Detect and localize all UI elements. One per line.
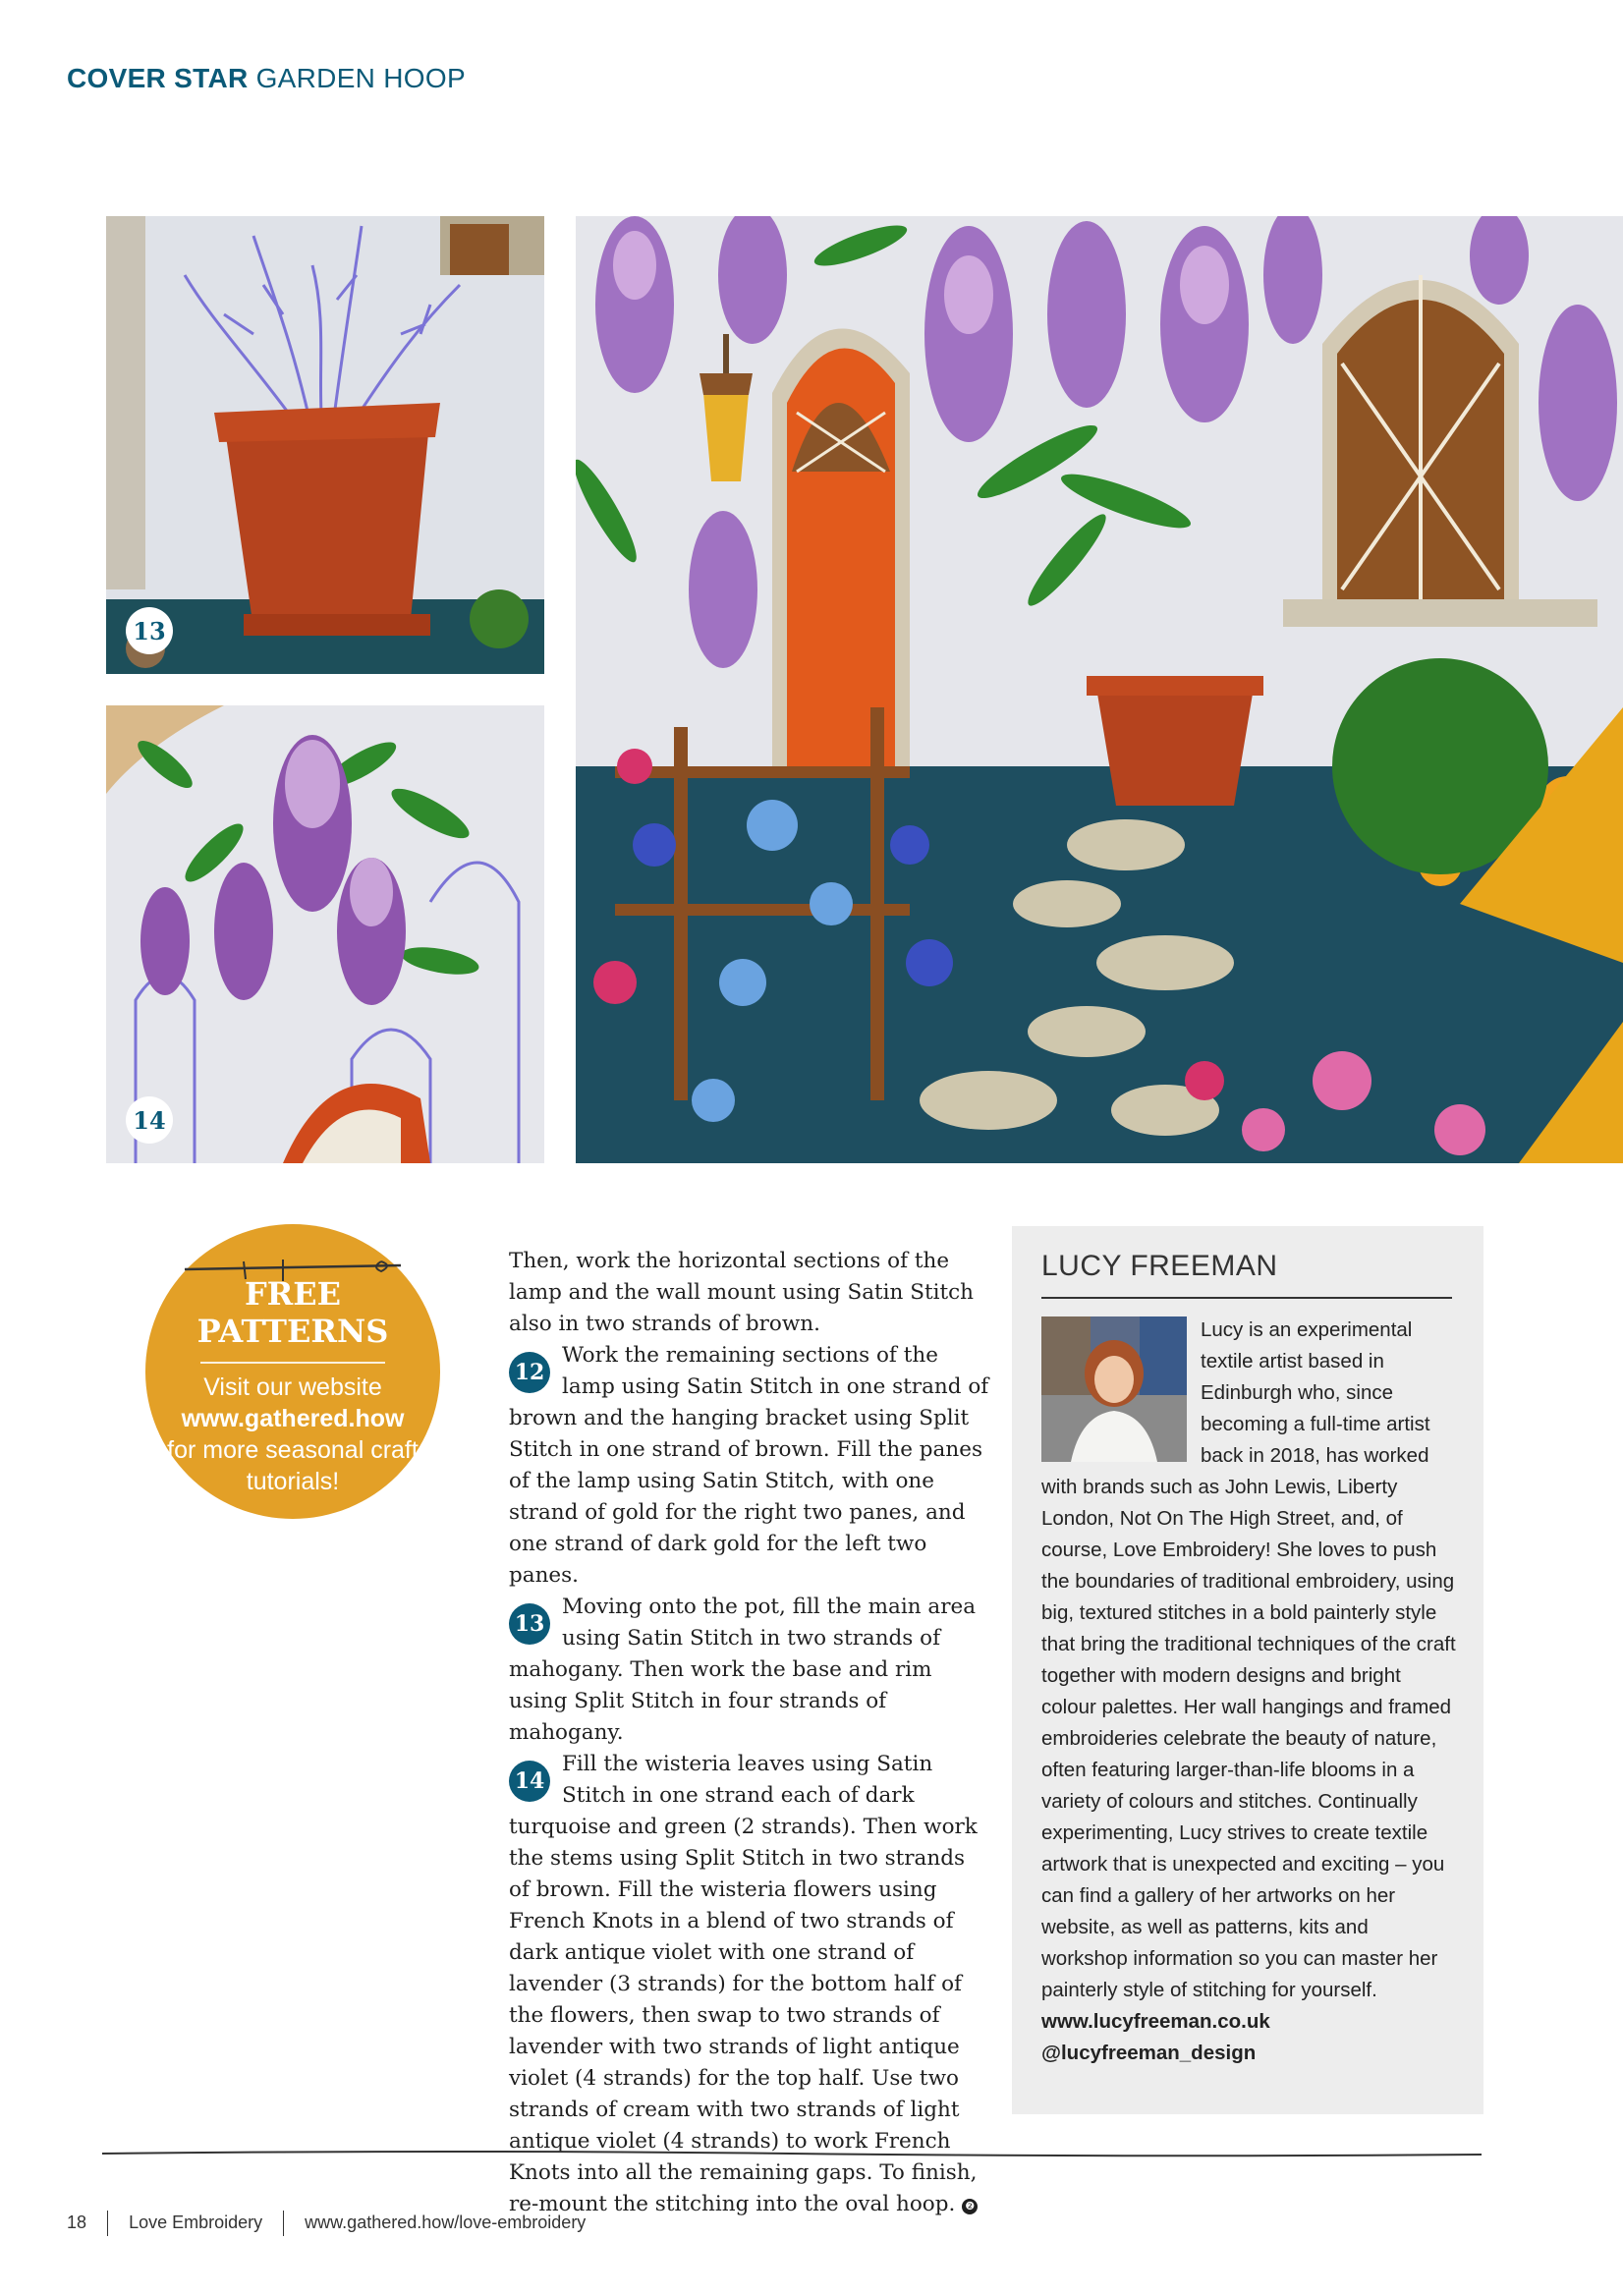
step-number-badge: 13 xyxy=(509,1603,550,1645)
section-subtitle: GARDEN HOOP xyxy=(255,63,466,93)
footer-url-link[interactable]: www.gathered.how/love-embroidery xyxy=(305,2212,587,2232)
wisteria-embroidery-image xyxy=(106,705,544,1163)
garden-scene-image xyxy=(576,216,1623,1163)
step-13-photo xyxy=(106,216,544,674)
free-patterns-promo xyxy=(145,1224,440,1519)
promo-text-2: for more seasonal craft tutorials! xyxy=(167,1436,419,1495)
footer-separator xyxy=(283,2211,284,2236)
promo-title xyxy=(145,1275,440,1350)
end-mark-icon: ❷ xyxy=(962,2199,978,2214)
page-number: 18 xyxy=(67,2212,87,2232)
promo-body xyxy=(165,1372,420,1497)
article-body xyxy=(509,1246,990,2220)
step-text: Fill the wisteria leaves using Satin Stitch in one strand each of dark turquoise and green (2 strands). Then work the stems using Split Stitch in two strands of brown. Fill the wisteria flowers using French Knots in a blend of two strands of dark antique violet with one strand of lavender (3 strands) for the bottom half of the flowers, then swap to two strands of lavender with two strands of light antique violet (4 strands) for the top half. Use two strands of cream with two strands of light antique violet (4 strands) to work French Knots into all the remaining gaps. To finish, re-mount the stitching into the oval hoop. xyxy=(509,1752,978,2216)
step-13-badge: 13 xyxy=(126,607,173,654)
pot-embroidery-image xyxy=(106,216,544,674)
bio-text xyxy=(1041,1315,1456,2069)
step-14-photo xyxy=(106,705,544,1163)
promo-divider xyxy=(200,1362,385,1364)
bio-website-link[interactable]: www.lucyfreeman.co.uk xyxy=(1041,2010,1270,2033)
article-intro: Then, work the horizontal sections of the lamp and the wall mount using Satin Stitch also in two strands of brown. xyxy=(509,1249,975,1336)
bio-paragraph: Lucy is an experimental textile artist based in Edinburgh who, since becoming a full-time artist back in 2018, has worked with brands such as John Lewis, Liberty London, Not On The High Street, and, of course, Love Embroidery! She loves to push the boundaries of traditional embroidery, using big, textured stitches in a bold painterly style that bring the traditional techniques of the craft together with modern designs and bright colour palettes. Her wall hangings and framed embroideries celebrate the beauty of nature, often featuring larger-than-life blooms in a variety of colours and stitches. Continually experimenting, Lucy strives to create textile artwork that is unexpected and exciting – you can find a gallery of her artworks on her website, as well as patterns, kits and workshop information so you can master her painterly style of stitching for yourself. xyxy=(1041,1318,1456,2001)
designer-bio-box xyxy=(1012,1226,1483,2114)
promo-text-1: Visit our website xyxy=(203,1373,382,1401)
footer-separator xyxy=(107,2211,108,2236)
bio-divider xyxy=(1041,1297,1452,1299)
section-header xyxy=(67,63,466,94)
step-text: Moving onto the pot, fill the main area using Satin Stitch in two strands of mahogany. Then work the base and rim using Split Stitch in four strands of mahogany. xyxy=(509,1595,977,1745)
article-step xyxy=(509,1592,990,1749)
bio-social-handle[interactable]: @lucyfreeman_design xyxy=(1041,2042,1257,2064)
promo-title-line2: PATTERNS xyxy=(196,1313,389,1350)
section-label: COVER STAR xyxy=(67,63,249,93)
magazine-name: Love Embroidery xyxy=(129,2212,263,2232)
portrait-spacer xyxy=(1041,1315,1201,1462)
hand-drawn-divider xyxy=(102,2148,1482,2159)
article-step xyxy=(509,1340,990,1592)
bio-name: LUCY FREEMAN xyxy=(1041,1250,1278,1282)
step-14-badge: 14 xyxy=(126,1096,173,1144)
step-number-badge: 14 xyxy=(509,1761,550,1802)
step-number-badge: 12 xyxy=(509,1352,550,1393)
page-footer xyxy=(67,2211,586,2236)
promo-url-link[interactable]: www.gathered.how xyxy=(181,1405,405,1432)
promo-title-line1: FREE xyxy=(244,1275,342,1313)
step-text: Work the remaining sections of the lamp using Satin Stitch in one strand of brown and the hanging bracket using Split Stitch in one strand of brown. Fill the panes of the lamp using Satin Stitch, with one strand of gold for the right two panes, and one strand of dark gold for the left two panes. xyxy=(509,1343,989,1588)
garden-hoop-main-photo xyxy=(576,216,1623,1163)
